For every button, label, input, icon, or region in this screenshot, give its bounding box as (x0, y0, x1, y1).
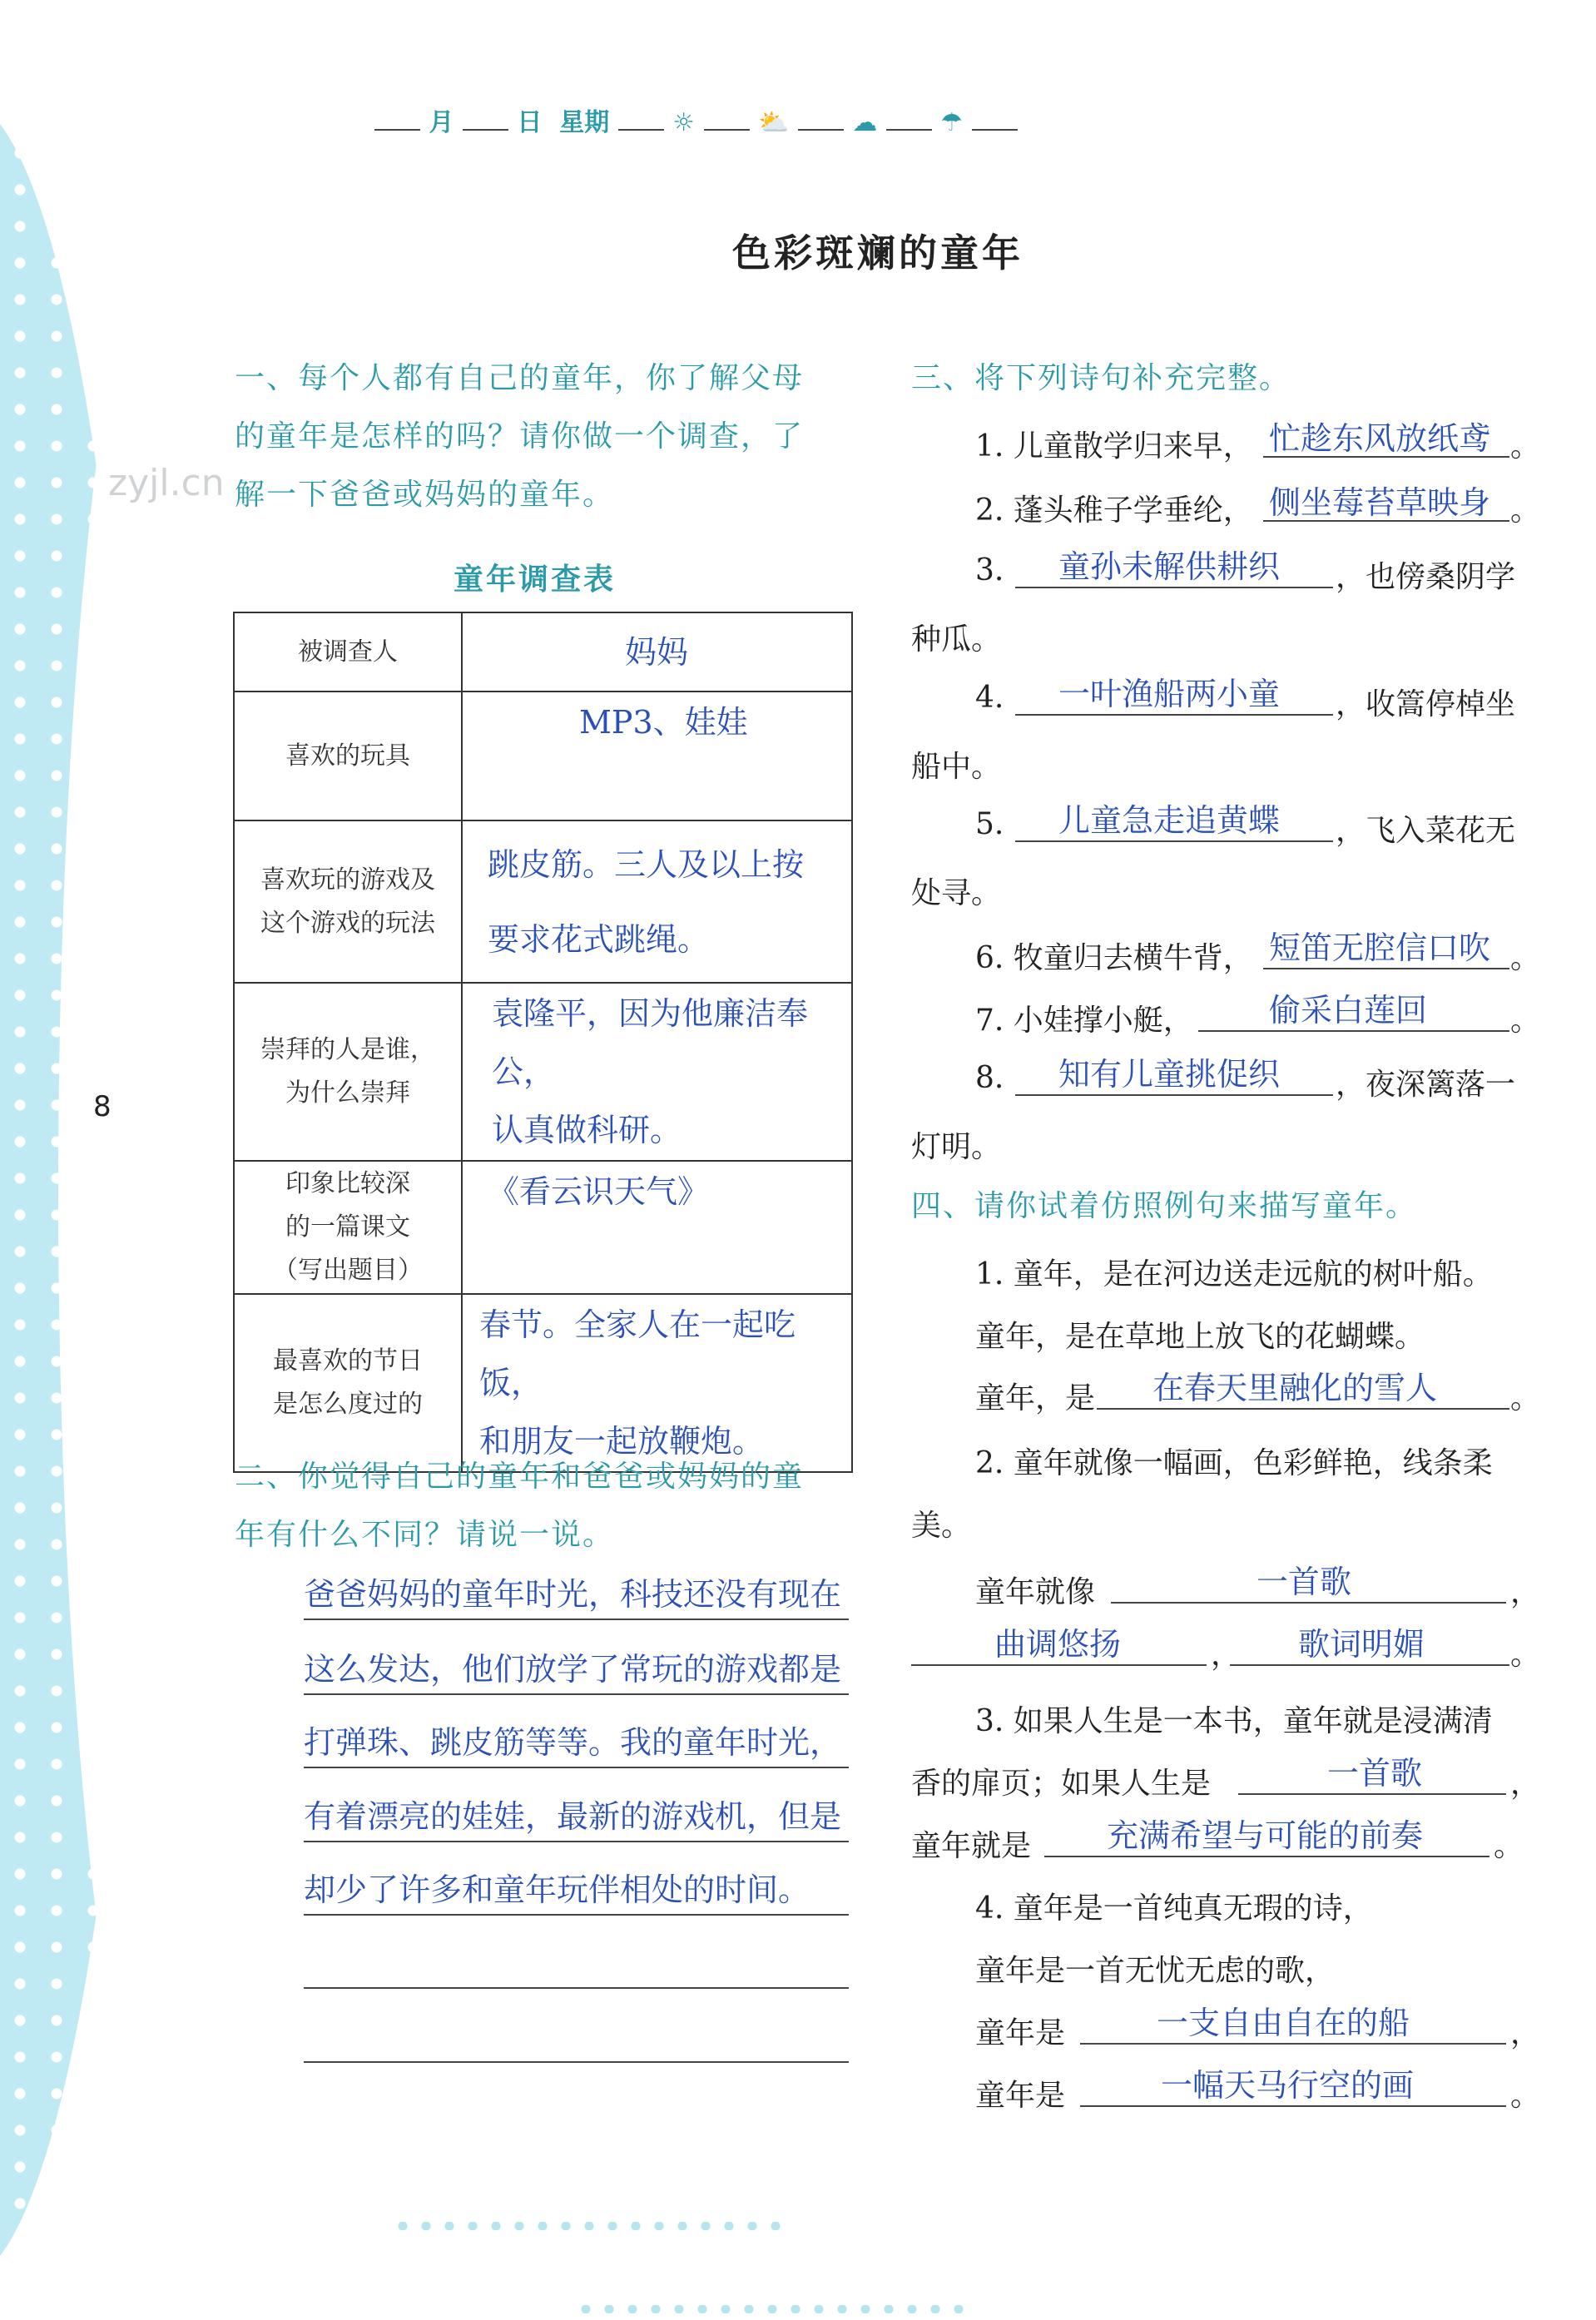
example-text: 4. 童年是一首纯真无瑕的诗， (975, 1891, 1373, 1926)
answer-text: 春节。全家人在一起吃饭， (479, 1306, 796, 1401)
row-label (234, 1294, 462, 1472)
answer-text: 在春天里融化的雪人 (1152, 1370, 1438, 1406)
blank-line (1080, 2105, 1506, 2107)
example-text: 童年是 (975, 2016, 1066, 2050)
answer-text: 短笛无腔信口吹 (1269, 929, 1491, 966)
blank-line (1198, 1030, 1509, 1032)
section1-prompt (235, 349, 867, 524)
answer-text: 跳皮筋。三人及以上按 (488, 845, 805, 883)
punct: 。 (1494, 1829, 1524, 1863)
label-text: 被调查人 (298, 637, 398, 667)
section1-prompt-line: 的童年是怎样的吗？请你做一个调查，了 (235, 419, 805, 454)
row-label (234, 1161, 462, 1294)
table-row (234, 1294, 852, 1472)
section1-prompt-line: 解一下爸爸或妈妈的童年。 (235, 478, 615, 512)
section3-prompt: 三、将下列诗句补充完整。 (911, 361, 1291, 395)
blank-line (1015, 840, 1333, 842)
writing-line (304, 1841, 849, 1842)
punct: ， (1510, 1575, 1541, 1609)
punct: ， (1510, 1767, 1541, 1801)
poem-text: 船中。 (911, 750, 1002, 784)
poem-text: 种瓜。 (911, 622, 1002, 657)
answer-text: 知有儿童挑促织 (1058, 1056, 1281, 1093)
writing-line (304, 1619, 849, 1620)
poem-text: 。 (1510, 1004, 1541, 1038)
poem-text: 6. 牧童归去横牛背， (975, 941, 1253, 975)
section2-prompt (235, 1448, 867, 1564)
blank-line (1097, 1408, 1509, 1410)
page-number: 8 (93, 1090, 112, 1123)
answer-line: 却少了许多和童年玩伴相处的时间。 (304, 1871, 810, 1908)
table-row (234, 820, 852, 983)
poem-text: 灯明。 (911, 1130, 1002, 1164)
answer-line: 这么发达，他们放学了常玩的游戏都是 (304, 1651, 842, 1688)
table-row (234, 983, 852, 1161)
poem-text: 4. (975, 681, 1004, 715)
punct: 。 (1510, 1638, 1541, 1672)
answer-line: 爸爸妈妈的童年时光，科技还没有现在 (304, 1576, 842, 1613)
section2-prompt-line: 二、你觉得自己的童年和爸爸或妈妈的童 (235, 1460, 805, 1494)
sunny-icon: ☼ (672, 108, 696, 137)
answer-text: 侧坐莓苔草映身 (1269, 484, 1491, 521)
label-text: 的一篇课文 (285, 1212, 410, 1242)
blank-line (1015, 714, 1333, 716)
poem-text: 处寻。 (911, 876, 1002, 910)
page-title: 色彩斑斓的童年 (732, 231, 1024, 275)
blank-line (1238, 1793, 1506, 1795)
answer-line: 打弹珠、跳皮筋等等。我的童年时光， (304, 1724, 842, 1761)
month-label: 月 (429, 108, 454, 137)
answer-text: 和朋友一起放鞭炮。 (479, 1423, 765, 1460)
answer-text: 袁隆平，因为他廉洁奉公， (492, 995, 809, 1090)
writing-line (304, 2061, 849, 2063)
poem-text: 1. 儿童散学归来早， (975, 429, 1253, 464)
punct: 。 (1510, 1381, 1541, 1415)
writing-line (304, 1693, 849, 1695)
poem-text: 5. (975, 807, 1004, 841)
example-text: 童年，是 (975, 1381, 1096, 1415)
answer-text: 一支自由自在的船 (1157, 2005, 1410, 2041)
label-text: 印象比较深 (285, 1169, 410, 1198)
row-label (234, 692, 462, 820)
example-text: 童年是一首无忧无虑的歌， (975, 1954, 1336, 1988)
example-text: 2. 童年就像一幅画，色彩鲜艳，线条柔 (975, 1446, 1493, 1480)
poem-text: 7. 小娃撑小艇， (975, 1004, 1193, 1038)
table-row (234, 692, 852, 820)
label-text: 喜欢玩的游戏及 (260, 865, 435, 895)
row-label (234, 820, 462, 983)
section2-prompt-line: 年有什么不同？请说一说。 (235, 1518, 615, 1552)
date-header (374, 102, 1018, 138)
blank-line (1080, 2043, 1506, 2045)
example-text: 1. 童年，是在河边送走远航的树叶船。 (975, 1257, 1493, 1291)
blank-line (1015, 1094, 1333, 1096)
label-text: 喜欢的玩具 (285, 741, 410, 771)
poem-text: 3. (975, 553, 1004, 587)
label-text: 为什么崇拜 (285, 1078, 410, 1108)
row-answer (462, 612, 852, 692)
row-answer (462, 692, 852, 820)
punct: 。 (1510, 2079, 1541, 2113)
punct: ， (1510, 2016, 1541, 2050)
answer-text: 一首歌 (1256, 1564, 1352, 1600)
answer-text: MP3、娃娃 (579, 704, 748, 741)
answer-text: 儿童急走追黄蝶 (1058, 802, 1281, 839)
answer-text: 充满希望与可能的前奏 (1107, 1817, 1424, 1854)
answer-text: 忙趁东风放纸鸢 (1269, 420, 1491, 457)
example-text: 童年就像 (975, 1575, 1096, 1609)
row-label (234, 612, 462, 692)
writing-line (304, 1914, 849, 1916)
table-row (234, 612, 852, 692)
decorative-dots (391, 2222, 782, 2230)
poem-text: 。 (1510, 429, 1541, 464)
poem-text: ，收篙停棹坐 (1336, 687, 1516, 721)
row-answer (462, 820, 852, 983)
example-text: 童年就是 (911, 1829, 1032, 1863)
answer-text: 一首歌 (1327, 1755, 1423, 1792)
example-text: 美。 (911, 1509, 972, 1543)
blank-line (1230, 1664, 1509, 1666)
blank-line (1044, 1856, 1489, 1857)
rain-icon: ☂ (940, 108, 964, 137)
row-answer (462, 1294, 852, 1472)
blank-line (1263, 456, 1509, 458)
label-text: 崇拜的人是谁， (260, 1035, 435, 1064)
poem-text: 。 (1510, 493, 1541, 528)
answer-text: 认真做科研。 (492, 1112, 682, 1148)
decorative-dots (574, 2305, 965, 2313)
poem-text: ，也傍桑阴学 (1336, 560, 1516, 594)
label-text: （写出题目） (273, 1256, 423, 1285)
answer-text: 要求花式跳绳。 (488, 920, 710, 958)
label-text: 这个游戏的玩法 (260, 908, 435, 938)
poem-text: 8. (975, 1061, 1004, 1095)
poem-text: 。 (1510, 941, 1541, 975)
answer-text: 一叶渔船两小童 (1058, 676, 1281, 712)
writing-line (304, 1987, 849, 1989)
example-text: 3. 如果人生是一本书，童年就是浸满清 (975, 1704, 1493, 1738)
answer-text: 偷采白莲回 (1269, 992, 1428, 1029)
poem-text: ，飞入菜花无 (1336, 814, 1516, 848)
row-answer (462, 1161, 852, 1294)
answer-text: 一幅天马行空的画 (1161, 2067, 1415, 2104)
row-answer (462, 983, 852, 1161)
blank-line (1015, 587, 1333, 588)
answer-text: 妈妈 (624, 633, 688, 671)
blank-line (911, 1664, 1207, 1666)
answer-text: 童孙未解供耕织 (1058, 548, 1281, 585)
partly-cloudy-icon: ⛅ (757, 108, 790, 137)
table-row (234, 1161, 852, 1294)
poem-text: ，夜深篱落一 (1336, 1068, 1516, 1102)
row-label (234, 983, 462, 1161)
example-text: 香的扉页；如果人生是 (911, 1767, 1212, 1801)
label-text: 最喜欢的节日 (273, 1346, 423, 1376)
section4-prompt: 四、请你试着仿照例句来描写童年。 (911, 1189, 1418, 1223)
label-text: 是怎么度过的 (273, 1390, 423, 1419)
blank-line (1263, 520, 1509, 522)
blank-line (1263, 968, 1509, 969)
cloudy-icon: ☁ (852, 108, 878, 137)
section1-prompt-line: 一、每个人都有自己的童年，你了解父母 (235, 361, 805, 395)
punct: ， (1211, 1638, 1242, 1672)
example-text: 童年，是在草地上放飞的花蝴蝶。 (975, 1320, 1425, 1354)
watermark: zyjl.cn (108, 462, 225, 504)
weekday-label: 星期 (559, 108, 610, 137)
answer-text: 曲调悠扬 (994, 1626, 1122, 1663)
answer-text: 《看云识天气》 (488, 1173, 710, 1210)
survey-table (233, 612, 853, 1473)
writing-line (304, 1767, 849, 1768)
answer-line: 有着漂亮的娃娃，最新的游戏机，但是 (304, 1798, 842, 1835)
answer-text: 歌词明媚 (1298, 1626, 1425, 1663)
table-title: 童年调查表 (454, 563, 617, 597)
example-text: 童年是 (975, 2079, 1066, 2113)
blank-line (1111, 1602, 1506, 1604)
day-label: 日 (517, 108, 543, 137)
poem-text: 2. 蓬头稚子学垂纶， (975, 493, 1253, 528)
